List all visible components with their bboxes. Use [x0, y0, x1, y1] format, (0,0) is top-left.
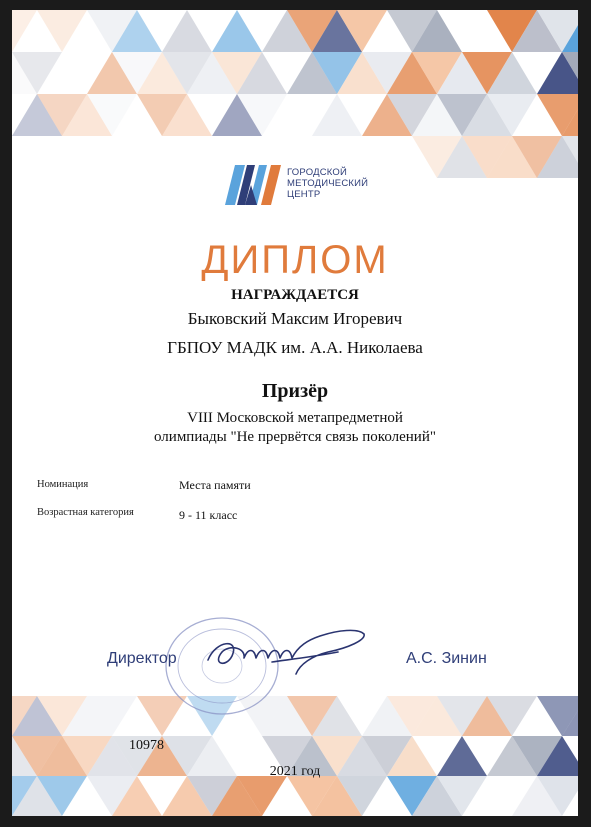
top-pattern-triangle — [37, 10, 87, 52]
event-name-line-2: олимпиады "Не прервётся связь поколений" — [154, 429, 436, 445]
decorative-triangle-pattern-bottom — [12, 696, 578, 816]
diploma-sheet — [12, 10, 578, 816]
age-category-value: 9 - 11 класс — [179, 508, 238, 522]
logo-mark-icon — [225, 165, 281, 205]
diploma-year: 2021 год — [269, 764, 321, 779]
diploma-title: ДИПЛОМ — [201, 238, 389, 282]
director-signature-icon — [188, 618, 370, 688]
recipient-name: Быковский Максим Игоревич — [187, 309, 403, 328]
organization-name: ГБПОУ МАДК им. А.А. Николаева — [167, 338, 423, 357]
age-category-label: Возрастная категория — [37, 507, 134, 518]
top-pattern-triangle — [12, 10, 37, 52]
awarded-label: НАГРАЖДАЕТСЯ — [231, 287, 359, 303]
logo-text — [287, 167, 368, 200]
director-label: Директор — [107, 650, 177, 667]
director-name: А.С. Зинин — [406, 650, 487, 667]
logo-line-1: ГОРОДСКОЙ — [287, 167, 348, 178]
nomination-label: Номинация — [37, 479, 89, 490]
top-pattern-triangle — [212, 10, 262, 52]
diploma-number: 10978 — [129, 738, 164, 753]
logo-line-2: МЕТОДИЧЕСКИЙ — [287, 178, 369, 189]
nomination-value: Места памяти — [179, 478, 251, 492]
top-pattern-triangle — [162, 10, 212, 52]
award-place: Призёр — [261, 380, 329, 402]
top-pattern-triangle — [312, 94, 362, 136]
logo-line-3: ЦЕНТР — [287, 189, 321, 200]
event-name-line-1: VIII Московской метапредметной — [187, 410, 403, 426]
city-methodical-center-logo — [225, 165, 385, 210]
